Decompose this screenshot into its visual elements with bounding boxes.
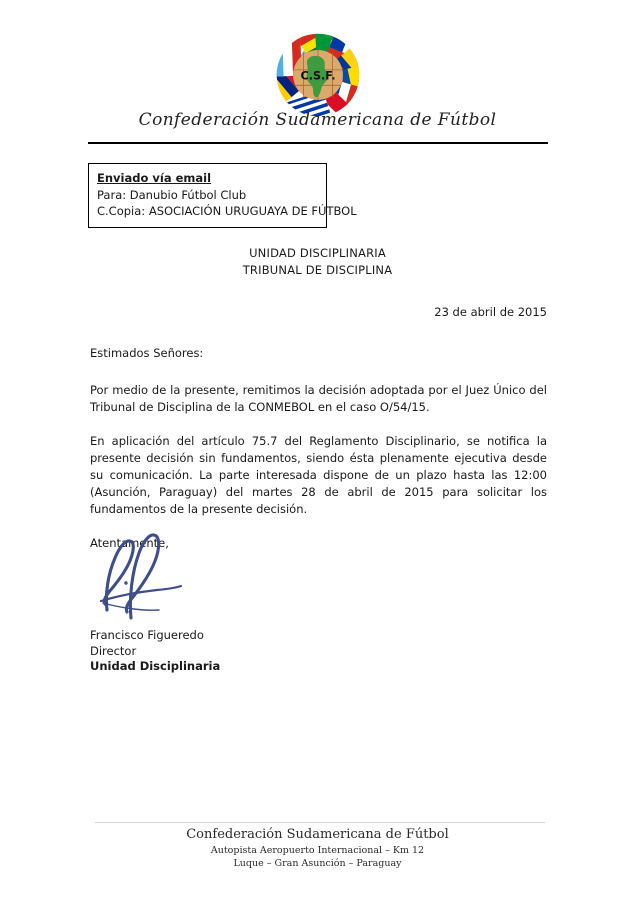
delivery-method-label: Enviado vía email [97,171,212,185]
signer-unit: Unidad Disciplinaria [90,659,221,673]
salutation: Estimados Señores: [90,346,204,360]
letter-body [90,345,547,552]
page-footer [0,826,635,870]
document-title-block [0,245,635,279]
footer-address-line-2: Luque – Gran Asunción – Paraguay [233,858,402,869]
letterhead-header [0,0,635,150]
signer-details [90,628,220,675]
recipient-to-line: Para: Danubio Fútbol Club [97,188,247,202]
body-paragraph-2: En aplicación del artículo 75.7 del Reglamento Disciplinario, se notifica la presente decisión sin fundamentos, siendo ésta plenamente ejecutiva desde su comunicación. La parte interesada dispone de un plazo hasta las 12:00 (Asunción, Paraguay) del martes 28 de abril de 2015 para solicitar los fundamentos de la presente decisión. [90,434,547,516]
body-paragraph-1: Por medio de la presente, remitimos la decisión adoptada por el Juez Único del Tribunal de Disciplina de la CONMEBOL en el caso O/54/15. [90,383,547,414]
csf-emblem-icon [275,32,361,118]
document-date: 23 de abril de 2015 [434,305,547,319]
footer-address-line-1: Autopista Aeropuerto Internacional – Km 12 [210,845,425,856]
title-unit: UNIDAD DISCIPLINARIA [249,246,386,260]
footer-organization: Confederación Sudamericana de Fútbol [186,827,449,842]
csf-logo-text: C.S.F. [300,69,335,83]
header-divider [88,142,548,144]
signer-name: Francisco Figueredo [90,628,204,642]
letterhead-tagline: Confederación Sudamericana de Fútbol [138,110,497,130]
title-tribunal: TRIBUNAL DE DISCIPLINA [242,263,393,277]
footer-divider [95,822,545,823]
closing-salutation: Atentamente, [90,536,169,550]
recipient-box [88,163,357,228]
recipient-cc-line: C.Copia: ASOCIACIÓN URUGUAYA DE FÚTBOL [97,204,357,218]
handwritten-signature-icon [95,522,205,627]
signer-role: Director [90,643,137,658]
